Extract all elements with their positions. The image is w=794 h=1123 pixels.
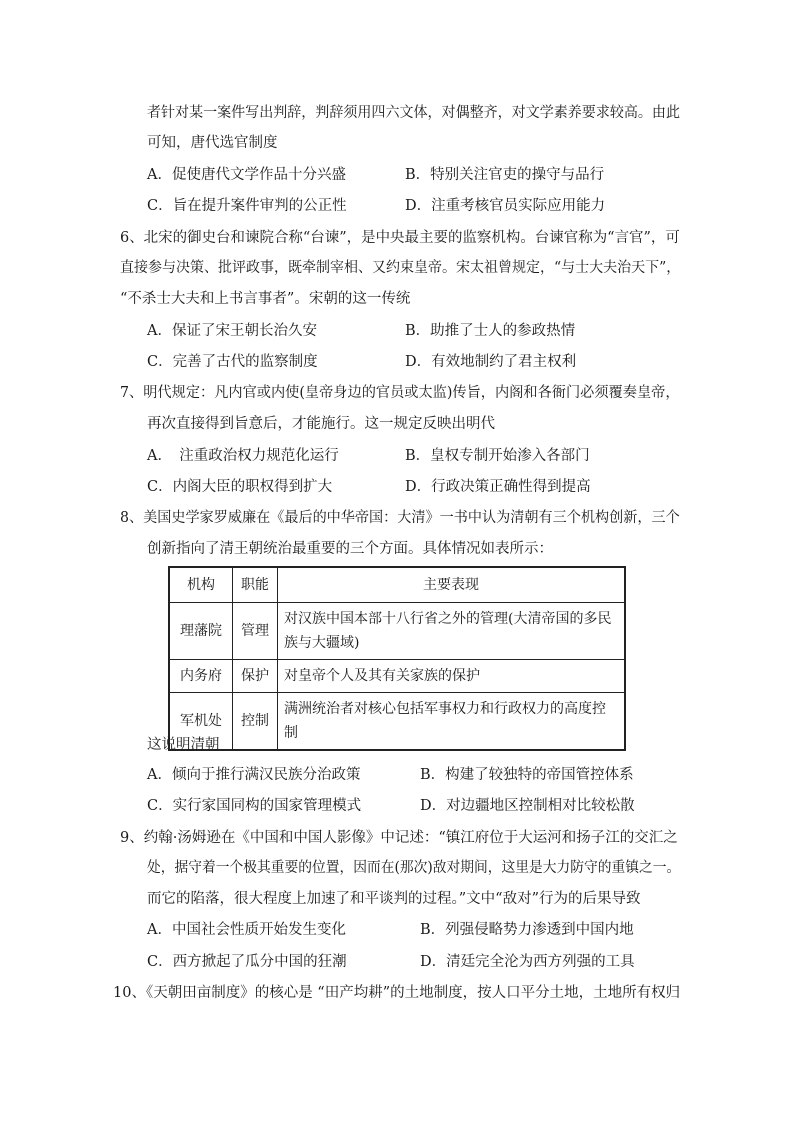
table-cell-desc-line-1: 对汉族中国本部十八行省之外的管理(大清帝国的多民 (284, 611, 612, 627)
q9-option-c: C．西方掀起了瓜分中国的狂潮 (147, 954, 347, 970)
q9-option-b: B．列强侵略势力渗透到中国内地 (420, 922, 634, 938)
q5-text-line-2: 可知，唐代选官制度 (147, 135, 278, 151)
q9-text-line-1: 9、约翰·汤姆逊在《中国和中国人影像》中记述：“镇江府位于大运河和扬子江的交汇之 (120, 830, 678, 846)
q10-text-line-1: 10、《天朝田亩制度》的核心是 “田产均耕”的土地制度，按人口平分土地，土地所有权归 (113, 985, 681, 1001)
q5-option-b: B．特别关注官吏的操守与品行 (405, 167, 605, 183)
table-cell-desc (278, 603, 626, 660)
q6-option-d: D．有效地制约了君主权利 (405, 354, 577, 370)
q5-option-c: C．旨在提升案件审判的公正性 (147, 198, 347, 214)
q8-text-after: 这说明清朝 (147, 737, 220, 753)
q7-option-b: B．皇权专制开始渗入各部门 (405, 448, 590, 464)
table-cell-desc-line-2: 族与大疆域) (284, 635, 360, 651)
table-header-row (169, 567, 625, 603)
q6-option-a: A．保证了宋王朝长治久安 (147, 323, 317, 339)
q9-text-line-2: 处，据守着一个极其重要的位置，因而在(那次)敌对期间，这里是大力防守的重镇之一。 (147, 860, 681, 876)
q7-option-a: A． 注重政治权力规范化运行 (147, 448, 339, 464)
q8-option-b: B．构建了较独特的帝国管控体系 (420, 767, 634, 783)
q6-text-line-2: 直接参与决策、批评政事，既牵制宰相、又约束皇帝。宋太祖曾规定，“与士大夫治天下”， (120, 260, 681, 276)
q8-option-a: A．倾向于推行满汉民族分治政策 (147, 767, 361, 783)
table-cell-desc: 满洲统治者对核心包括军事权力和行政权力的高度控制 (278, 693, 626, 751)
q8-institution-table (168, 566, 626, 751)
q7-option-d: D．行政决策正确性得到提高 (405, 479, 591, 495)
q8-option-c: C．实行家国同构的国家管理模式 (147, 798, 362, 814)
table-cell-desc: 对皇帝个人及其有关家族的保护 (278, 660, 626, 693)
table-cell-func: 保护 (233, 660, 278, 693)
q8-text-line-1: 8、美国史学家罗威廉在《最后的中华帝国：大清》一书中认为清朝有三个机构创新，三个 (120, 510, 680, 526)
table-row (169, 603, 625, 660)
table-cell-func: 管理 (233, 603, 278, 660)
q7-option-c: C．内阁大臣的职权得到扩大 (147, 479, 333, 495)
table-cell-func: 控制 (233, 693, 278, 751)
q6-text-line-3: “不杀士大夫和上书言事者”。宋朝的这一传统 (120, 291, 411, 307)
q9-option-d: D．清廷完全沦为西方列强的工具 (420, 954, 635, 970)
table-cell-org: 军机处 (169, 693, 233, 751)
q5-text-line-1: 者针对某一案件写出判辞，判辞须用四六文体，对偶整齐，对文学素养要求较高。由此 (147, 105, 680, 121)
table-header-func: 职能 (233, 567, 278, 603)
q6-text-line-1: 6、北宋的御史台和谏院合称“台谏”，是中央最主要的监察机构。台谏官称为“言官”，可 (120, 230, 680, 246)
table-header-desc: 主要表现 (278, 567, 626, 603)
table-cell-org: 理藩院 (169, 603, 233, 660)
q6-option-b: B．助推了士人的参政热情 (405, 323, 576, 339)
q7-text-line-1: 7、明代规定：凡内官或内使(皇帝身边的官员或太监)传旨，内阁和各衙门必须覆奏皇帝， (120, 385, 680, 401)
q7-text-line-2: 再次直接得到旨意后，才能施行。这一规定反映出明代 (147, 416, 495, 432)
table-row (169, 693, 625, 751)
q8-text-line-2: 创新指向了清王朝统治最重要的三个方面。具体情况如表所示： (147, 541, 553, 557)
q6-option-c: C．完善了古代的监察制度 (147, 354, 318, 370)
table-row (169, 660, 625, 693)
table-cell-org: 内务府 (169, 660, 233, 693)
q5-option-a: A．促使唐代文学作品十分兴盛 (147, 167, 346, 183)
q9-option-a: A．中国社会性质开始发生变化 (147, 922, 346, 938)
table-header-org: 机构 (169, 567, 233, 603)
q5-option-d: D．注重考核官员实际应用能力 (405, 198, 606, 214)
q8-option-d: D．对边疆地区控制相对比较松散 (420, 798, 635, 814)
q9-text-line-3: 而它的陷落，很大程度上加速了和平谈判的过程。”文中“敌对”行为的后果导致 (147, 891, 641, 907)
